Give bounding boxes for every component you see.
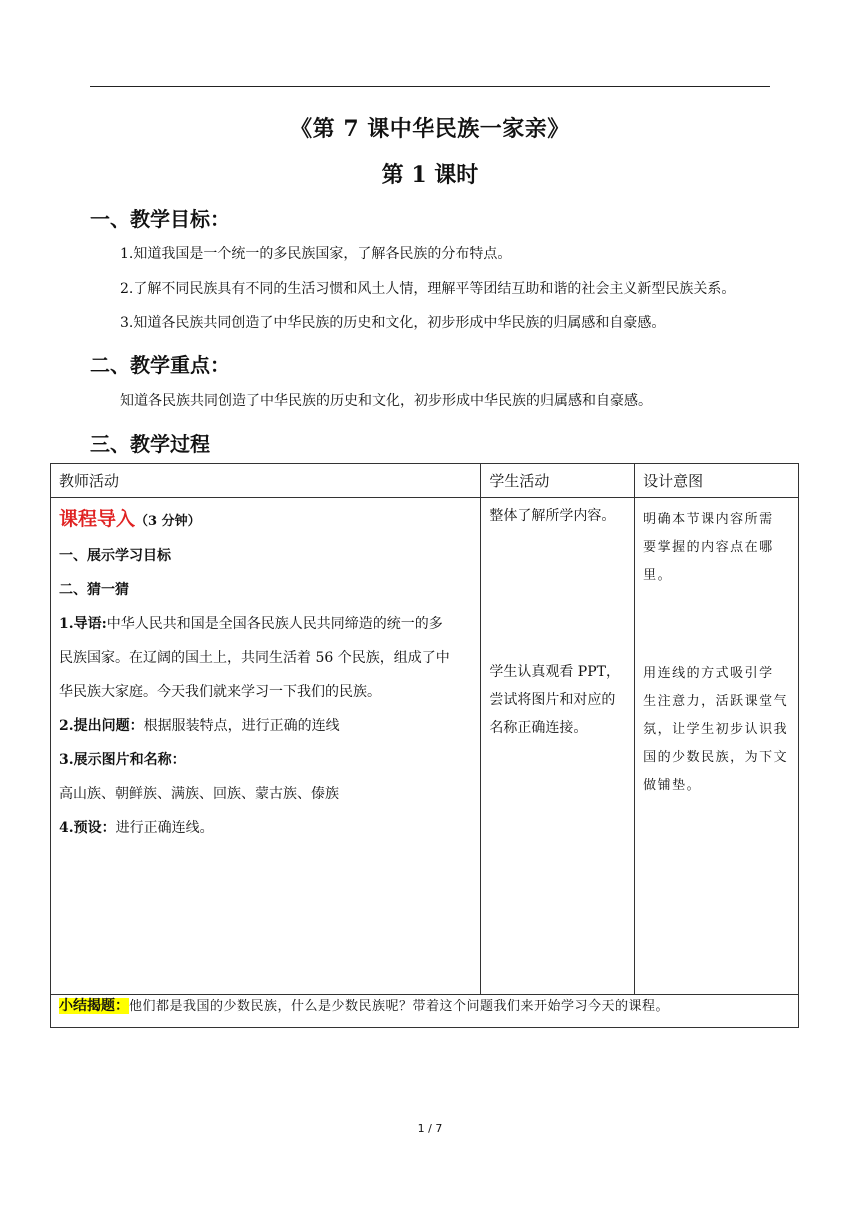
document-title: 《第 7 课中华民族一家亲》	[290, 116, 570, 142]
design-text-2-line-2: 生注意力，活跃课堂气	[643, 694, 789, 709]
guide-line-3: 华民族大家庭。今天我们就来学习一下我们的民族。	[59, 684, 381, 700]
guide-line-2: 民族国家。在辽阔的国土上，共同生活着 56 个民族，组成了中	[59, 650, 450, 666]
student-text-2-line-2: 尝试将图片和对应的	[489, 692, 616, 708]
ethnic-groups-list: 高山族、朝鲜族、满族、回族、蒙古族、傣族	[59, 786, 339, 802]
guide-label: 1.导语:	[59, 616, 107, 632]
table-header-row	[51, 464, 799, 498]
objective-item-1: 1.知道我国是一个统一的多民族国家，了解各民族的分布特点。	[120, 246, 512, 262]
summary-row	[51, 995, 799, 1028]
intro-time: （3 分钟）	[135, 514, 201, 529]
intro-line	[59, 502, 472, 539]
process-heading: 三、教学过程	[90, 432, 210, 456]
guide-line-1	[59, 607, 472, 641]
show-images-label: 3.展示图片和名称：	[59, 752, 186, 768]
student-text-2-line-1: 学生认真观看 PPT，	[489, 664, 620, 680]
student-text-2-line-3: 名称正确连接。	[489, 720, 588, 736]
preset-label: 4.预设：	[59, 820, 116, 836]
design-text-1-line-3: 里。	[643, 568, 673, 583]
table-row	[51, 498, 799, 995]
key-points-heading: 二、教学重点：	[90, 353, 230, 377]
design-text-2-line-3: 氛，让学生初步认识我	[643, 722, 789, 737]
preset-line	[59, 811, 472, 845]
objectives-heading: 一、教学目标：	[90, 207, 230, 231]
design-text-1-line-1: 明确本节课内容所需	[643, 512, 774, 527]
question-label: 2.提出问题：	[59, 718, 144, 734]
step-show-objectives: 一、展示学习目标	[59, 548, 171, 564]
design-text-2-line-1: 用连线的方式吸引学	[643, 666, 774, 681]
page-number: 1 / 7	[417, 1122, 443, 1135]
objective-item-2: 2.了解不同民族具有不同的生活习惯和风土人情，理解平等团结互助和谐的社会主义新型民族关系。	[120, 281, 736, 297]
teacher-activity-cell	[51, 498, 481, 995]
summary-text: 他们都是我国的少数民族，什么是少数民族呢？带着这个问题我们来开始学习今天的课程。	[129, 999, 670, 1014]
header-rule	[90, 86, 770, 87]
question-text: 根据服装特点，进行正确的连线	[143, 718, 340, 734]
header-teacher-activity: 教师活动	[51, 464, 481, 498]
guide-text-1: 中华人民共和国是全国各民族人民共同缔造的统一的多	[106, 616, 443, 632]
summary-cell	[51, 995, 799, 1028]
objective-item-3: 3.知道各民族共同创造了中华民族的历史和文化，初步形成中华民族的归属感和自豪感。	[120, 315, 666, 331]
design-text-2-line-4: 国的少数民族，为下文	[643, 750, 789, 765]
design-text-1-line-2: 要掌握的内容点在哪	[643, 540, 774, 555]
step-guess: 二、猜一猜	[59, 582, 129, 598]
design-text-2-line-5: 做铺垫。	[643, 778, 702, 793]
header-design-intent: 设计意图	[635, 464, 799, 498]
summary-label: 小结揭题：	[59, 998, 129, 1014]
student-activity-cell	[481, 498, 635, 995]
student-text-1: 整体了解所学内容。	[489, 508, 616, 524]
question-line	[59, 709, 472, 743]
teaching-process-table	[50, 463, 799, 1028]
document-subtitle: 第 1 课时	[381, 162, 479, 188]
preset-text: 进行正确连线。	[115, 820, 214, 836]
design-intent-cell	[635, 498, 799, 995]
header-student-activity: 学生活动	[481, 464, 635, 498]
intro-title: 课程导入	[59, 508, 136, 530]
key-points-text: 知道各民族共同创造了中华民族的历史和文化，初步形成中华民族的归属感和自豪感。	[120, 393, 652, 409]
